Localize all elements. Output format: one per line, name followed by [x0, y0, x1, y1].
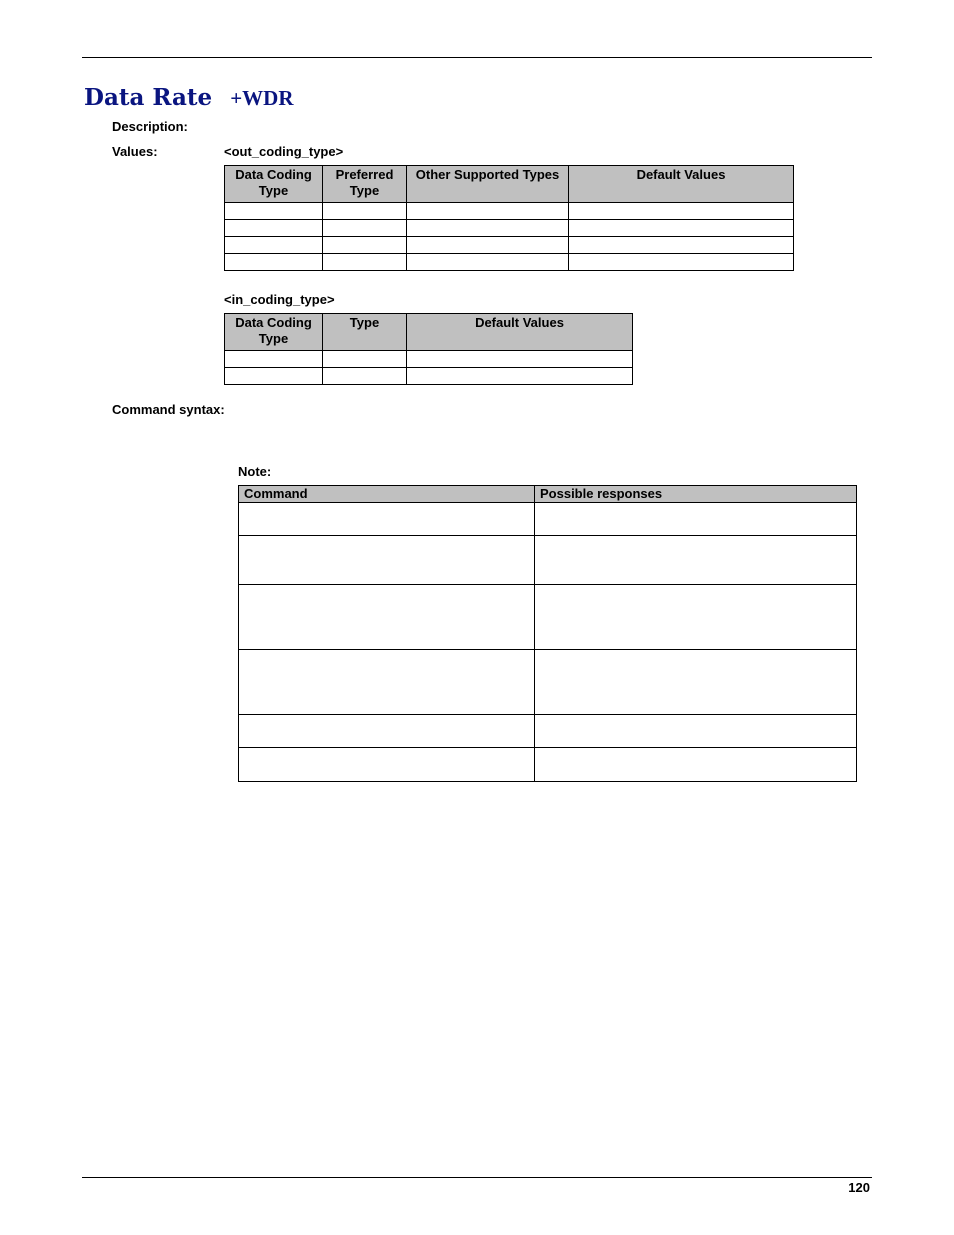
table-row	[239, 650, 857, 715]
table-cell	[225, 203, 323, 220]
table-cell	[407, 254, 569, 271]
table-cell	[407, 351, 633, 368]
table-row	[225, 220, 794, 237]
table-cell	[239, 585, 535, 650]
table-cell	[569, 254, 794, 271]
column-header: Other Supported Types	[407, 166, 569, 203]
table-cell	[535, 715, 857, 748]
table-cell	[239, 503, 535, 536]
in-coding-type-label: <in_coding_type>	[224, 292, 335, 307]
note-label: Note:	[238, 464, 272, 479]
table-cell	[225, 254, 323, 271]
table-cell	[535, 650, 857, 715]
table-cell	[535, 536, 857, 585]
column-header: Default Values	[407, 314, 633, 351]
table-cell	[225, 220, 323, 237]
out-coding-type-label: <out_coding_type>	[224, 144, 344, 159]
table-cell	[323, 203, 407, 220]
values-label: Values:	[112, 144, 158, 159]
in-coding-type-table	[224, 313, 633, 385]
table-cell	[239, 536, 535, 585]
table-cell	[569, 203, 794, 220]
command-syntax-label: Command syntax:	[112, 402, 225, 417]
table-cell	[323, 368, 407, 385]
table-cell	[569, 237, 794, 254]
table-cell	[323, 237, 407, 254]
table-cell	[239, 748, 535, 782]
title-text: Data Rate	[84, 84, 213, 111]
page-title	[84, 84, 294, 111]
table-cell	[225, 237, 323, 254]
table-cell	[407, 237, 569, 254]
column-header: Preferred Type	[323, 166, 407, 203]
table-header-row	[225, 314, 633, 351]
column-header: Command	[239, 486, 535, 503]
table-header-row	[239, 486, 857, 503]
header-rule	[82, 57, 872, 58]
footer-rule	[82, 1177, 872, 1178]
table-cell	[569, 220, 794, 237]
column-header: Default Values	[569, 166, 794, 203]
description-label: Description:	[112, 119, 188, 134]
table-cell	[535, 585, 857, 650]
table-header-row	[225, 166, 794, 203]
table-cell	[323, 254, 407, 271]
table-row	[239, 503, 857, 536]
command-responses-table	[238, 485, 857, 782]
table-cell	[225, 368, 323, 385]
table-cell	[407, 220, 569, 237]
column-header: Data Coding Type	[225, 166, 323, 203]
table-row	[239, 715, 857, 748]
table-row	[225, 254, 794, 271]
table-row	[239, 585, 857, 650]
table-cell	[323, 220, 407, 237]
table-row	[225, 368, 633, 385]
table-row	[239, 536, 857, 585]
table-row	[225, 237, 794, 254]
table-row	[239, 748, 857, 782]
table-cell	[407, 368, 633, 385]
command-name: +WDR	[230, 86, 294, 110]
page-number: 120	[848, 1180, 870, 1195]
column-header: Possible responses	[535, 486, 857, 503]
out-coding-type-table	[224, 165, 794, 271]
column-header: Data Coding Type	[225, 314, 323, 351]
table-row	[225, 351, 633, 368]
table-cell	[225, 351, 323, 368]
column-header: Type	[323, 314, 407, 351]
table-cell	[535, 503, 857, 536]
table-cell	[407, 203, 569, 220]
table-cell	[239, 715, 535, 748]
table-row	[225, 203, 794, 220]
table-cell	[323, 351, 407, 368]
table-cell	[535, 748, 857, 782]
table-cell	[239, 650, 535, 715]
